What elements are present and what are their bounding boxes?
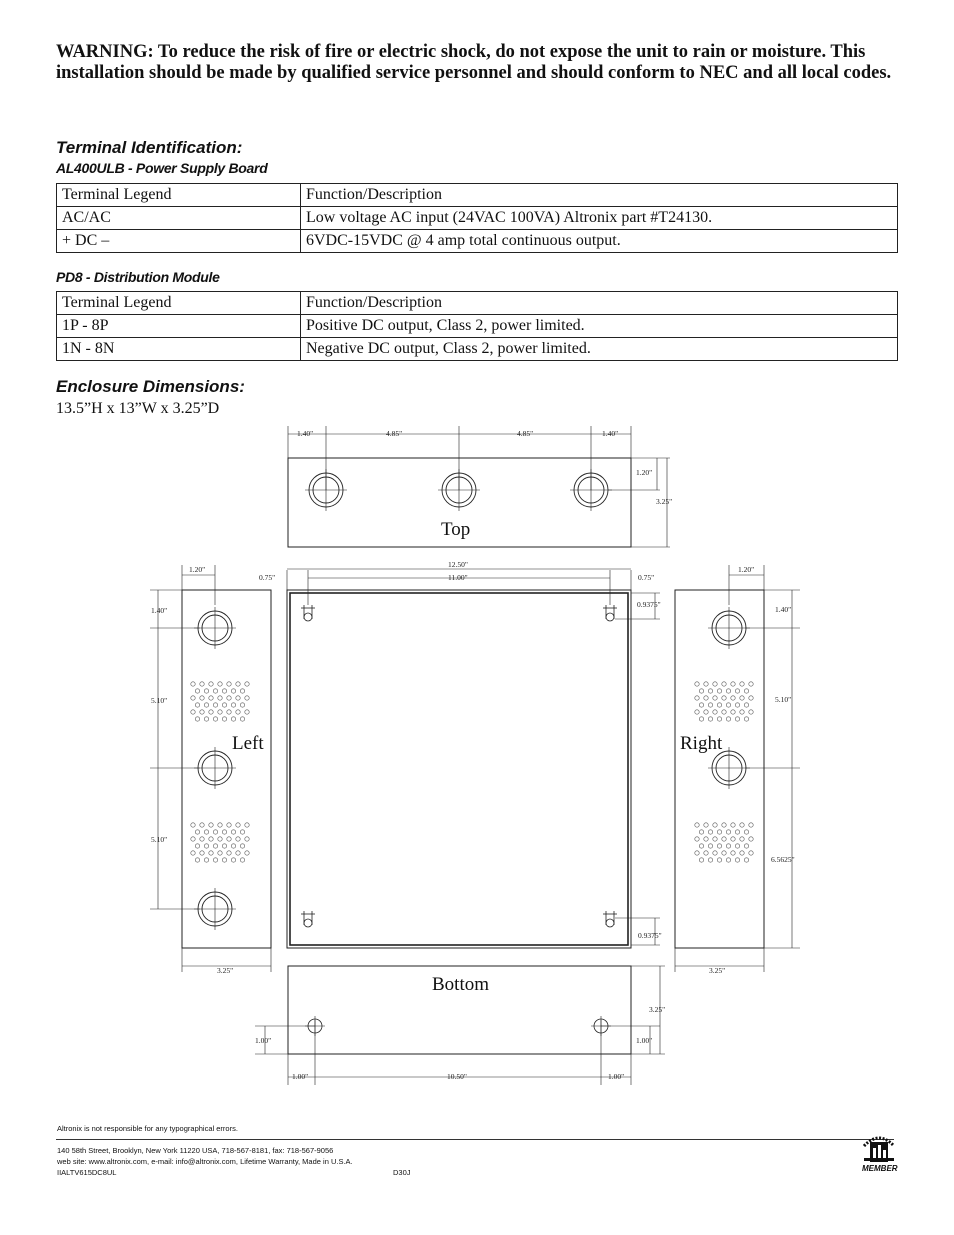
function-description-cell: Positive DC output, Class 2, power limited. xyxy=(301,315,898,338)
terminal-identification-heading: Terminal Identification: xyxy=(56,138,243,157)
dimension-label: 3.25" xyxy=(649,1005,666,1014)
power-supply-board-heading: AL400ULB - Power Supply Board xyxy=(56,160,268,176)
dimension-label: 0.9375" xyxy=(638,931,662,940)
dimension-label: 5.10" xyxy=(151,835,168,844)
terminal-legend-cell: 1N - 8N xyxy=(57,338,301,361)
dimension-label: 0.75" xyxy=(638,573,655,582)
function-description-cell: Low voltage AC input (24VAC 100VA) Altronix part #T24130. xyxy=(301,207,898,230)
right-view-outline xyxy=(675,590,764,948)
enclosure-size: 13.5”H x 13”W x 3.25”D xyxy=(56,400,220,417)
terminal-legend-cell: + DC – xyxy=(57,230,301,253)
dimension-label: 1.00" xyxy=(608,1072,625,1081)
dimension-label: 1.00" xyxy=(255,1036,272,1045)
dimension-label: 1.20" xyxy=(189,565,206,574)
knockout-icon xyxy=(194,888,236,930)
vent-holes-icon xyxy=(191,823,249,862)
dimension-label: 12.50" xyxy=(448,560,468,569)
table-header-cell: Function/Description xyxy=(301,292,898,315)
function-description-cell: Negative DC output, Class 2, power limited. xyxy=(301,338,898,361)
company-address: 140 58th Street, Brooklyn, New York 11220 USA, 718-567-8181, fax: 718-567-9056 xyxy=(57,1146,334,1155)
knockout-icon xyxy=(708,607,750,649)
warning-text: WARNING: To reduce the risk of fire or electric shock, do not expose the unit to rain or moisture. This installation should be made by qualified service personnel and should conform to NEC and all local codes. xyxy=(56,42,892,83)
knockout-icon xyxy=(591,1016,611,1036)
dimension-label: 1.20" xyxy=(636,468,653,477)
dimension-label: 3.25" xyxy=(709,966,726,975)
table-header-cell: Terminal Legend xyxy=(57,292,301,315)
knockout-icon xyxy=(438,469,480,511)
left-view-outline xyxy=(182,590,271,948)
dimension-label: 3.25" xyxy=(656,497,673,506)
dimension-label: 1.40" xyxy=(775,605,792,614)
document-id: IIALTV615DC8UL xyxy=(57,1168,117,1177)
disclaimer: Altronix is not responsible for any typographical errors. xyxy=(57,1124,238,1133)
bottom-view-label: Bottom xyxy=(432,974,490,995)
vent-holes-icon xyxy=(695,823,753,862)
table-header-cell: Terminal Legend xyxy=(57,184,301,207)
footer-divider xyxy=(56,1139,894,1140)
distribution-module-heading: PD8 - Distribution Module xyxy=(56,269,220,285)
knockout-icon xyxy=(194,607,236,649)
dimension-label: 4.85" xyxy=(386,429,403,438)
dimension-label: 1.20" xyxy=(738,565,755,574)
dimension-label: 3.25" xyxy=(217,966,234,975)
dimension-label: 1.00" xyxy=(636,1036,653,1045)
dimension-label: 5.10" xyxy=(775,695,792,704)
keyhole-icon xyxy=(603,605,617,621)
dimension-label: 4.85" xyxy=(517,429,534,438)
vent-holes-icon xyxy=(191,682,249,721)
revision-code: D30J xyxy=(393,1168,411,1177)
keyhole-icon xyxy=(301,605,315,621)
dimension-label: 1.00" xyxy=(292,1072,309,1081)
member-label: MEMBER xyxy=(862,1164,898,1173)
dimension-label: 1.40" xyxy=(151,606,168,615)
dimension-label: 10.50" xyxy=(447,1072,467,1081)
vent-holes-icon xyxy=(695,682,753,721)
front-view-outline xyxy=(287,590,631,948)
knockout-icon xyxy=(570,469,612,511)
dimension-label: 11.00" xyxy=(448,573,468,582)
enclosure-dimensions-heading: Enclosure Dimensions: xyxy=(56,377,245,396)
company-web: web site: www.altronix.com, e-mail: info@altronix.com, Lifetime Warranty, Made in U.S.A. xyxy=(57,1157,353,1166)
terminal-legend-cell: 1P - 8P xyxy=(57,315,301,338)
dimension-label: 1.40" xyxy=(297,429,314,438)
terminal-legend-cell: AC/AC xyxy=(57,207,301,230)
right-view-label: Right xyxy=(680,733,723,754)
dimension-label: 6.5625" xyxy=(771,855,795,864)
knockout-icon xyxy=(194,747,236,789)
top-view-label: Top xyxy=(441,519,471,540)
dimension-label: 0.75" xyxy=(259,573,276,582)
keyhole-icon xyxy=(603,911,617,927)
keyhole-icon xyxy=(301,911,315,927)
knockout-icon xyxy=(305,1016,325,1036)
left-view-label: Left xyxy=(232,733,264,754)
dimension-label: 1.40" xyxy=(602,429,619,438)
knockout-icon xyxy=(305,469,347,511)
dimension-label: 0.9375" xyxy=(637,600,661,609)
table-header-cell: Function/Description xyxy=(301,184,898,207)
dimension-label: 5.10" xyxy=(151,696,168,705)
function-description-cell: 6VDC-15VDC @ 4 amp total continuous output. xyxy=(301,230,898,253)
